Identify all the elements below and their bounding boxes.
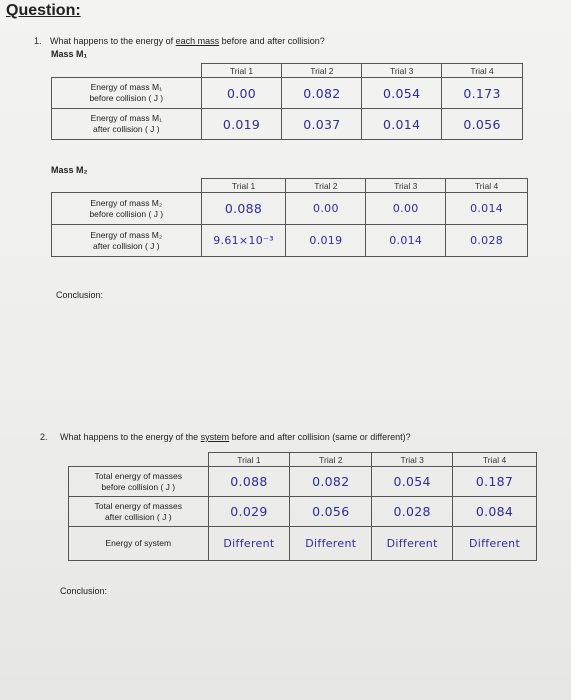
- table1-after-trial-2: 0.037: [282, 109, 362, 140]
- question-2-text-after: before and after collision (same or different)?: [229, 432, 411, 442]
- table2-row-label-before: [52, 193, 202, 225]
- table3-before-label-line1: Total energy of masses: [94, 470, 182, 481]
- question-1-number: 1.: [34, 36, 42, 46]
- table2-after-label-line1: Energy of mass M₂: [90, 229, 163, 240]
- table3-after-trial-1: 0.029: [208, 497, 290, 527]
- table3-row-label-after: [69, 497, 209, 527]
- table1-before-trial-1: 0.00: [201, 78, 282, 109]
- table3-header-trial-2: Trial 2: [290, 453, 372, 467]
- table1-after-trial-1: 0.019: [201, 109, 282, 140]
- question-2-prompt: [40, 432, 411, 442]
- mass-2-table: [51, 178, 528, 257]
- question-2-text-before: What happens to the energy of the: [60, 432, 201, 442]
- table2-after-trial-4: 0.028: [446, 225, 528, 257]
- table1-header-trial-2: Trial 2: [282, 64, 362, 78]
- table2-before-trial-4: 0.014: [446, 193, 528, 225]
- table1-after-label-line1: Energy of mass M₁: [90, 113, 162, 123]
- table2-before-label-line2: before collision ( J ): [89, 208, 164, 219]
- system-table: [68, 452, 537, 561]
- table3-header-trial-4: Trial 4: [453, 453, 537, 467]
- table3-after-label-line2: after collision ( J ): [104, 511, 172, 522]
- table1-after-trial-3: 0.014: [362, 109, 442, 140]
- table3-system-trial-2: Different: [290, 527, 372, 561]
- table1-before-label-line2: before collision ( J ): [89, 93, 164, 103]
- table3-header-trial-1: Trial 1: [208, 453, 290, 467]
- table1-before-trial-3: 0.054: [362, 78, 442, 109]
- table2-before-trial-2: 0.00: [286, 193, 366, 225]
- table1-before-trial-2: 0.082: [282, 78, 362, 109]
- question-1-prompt: [34, 36, 325, 46]
- question-1-text-after: before and after collision?: [219, 36, 325, 46]
- question-2-number: 2.: [40, 432, 48, 442]
- table1-row-label-before: [52, 78, 202, 109]
- table2-after-trial-2: 0.019: [286, 225, 366, 257]
- table1-after-trial-4: 0.056: [442, 109, 523, 140]
- table3-before-trial-4: 0.187: [453, 467, 537, 497]
- table1-before-label-line1: Energy of mass M₁: [90, 82, 162, 92]
- mass-1-label: Mass M₁: [51, 49, 88, 59]
- table3-system-trial-4: Different: [453, 527, 537, 561]
- table3-row-label-system: Energy of system: [69, 527, 209, 561]
- question-2-conclusion-label: Conclusion:: [60, 586, 108, 596]
- table2-before-trial-3: 0.00: [366, 193, 446, 225]
- question-2-text-underlined: system: [200, 432, 230, 442]
- mass-2-label: Mass M₂: [51, 165, 88, 175]
- table1-header-trial-3: Trial 3: [362, 64, 442, 78]
- page-heading: Question:: [6, 2, 81, 19]
- question-1-text-before: What happens to the energy of: [50, 36, 176, 46]
- table2-header-trial-1: Trial 1: [201, 179, 286, 193]
- table2-after-label-line2: after collision ( J ): [92, 240, 160, 251]
- table3-system-trial-3: Different: [372, 527, 453, 561]
- table3-before-trial-3: 0.054: [372, 467, 453, 497]
- table1-row-label-after: [52, 109, 202, 140]
- table3-system-trial-1: Different: [208, 527, 290, 561]
- table1-after-label-line2: after collision ( J ): [92, 124, 160, 134]
- question-1-conclusion-label: Conclusion:: [56, 290, 104, 300]
- table2-after-trial-1: 9.61×10⁻³: [201, 225, 286, 257]
- table2-before-trial-1: 0.088: [201, 193, 286, 225]
- table3-after-trial-4: 0.084: [453, 497, 537, 527]
- question-1-text-underlined: each mass: [175, 36, 220, 46]
- table3-before-trial-1: 0.088: [208, 467, 290, 497]
- table3-after-label-line1: Total energy of masses: [94, 500, 182, 511]
- table3-header-trial-3: Trial 3: [372, 453, 453, 467]
- mass-1-table: [51, 63, 523, 140]
- table3-after-trial-3: 0.028: [372, 497, 453, 527]
- table2-before-label-line1: Energy of mass M₂: [90, 197, 163, 208]
- table2-header-trial-2: Trial 2: [286, 179, 366, 193]
- table1-before-trial-4: 0.173: [442, 78, 523, 109]
- table3-row-label-before: [69, 467, 209, 497]
- table1-header-trial-1: Trial 1: [201, 64, 282, 78]
- table1-header-trial-4: Trial 4: [442, 64, 523, 78]
- table3-before-label-line2: before collision ( J ): [101, 481, 176, 492]
- table2-after-trial-3: 0.014: [366, 225, 446, 257]
- table2-header-trial-4: Trial 4: [446, 179, 528, 193]
- table2-row-label-after: [52, 225, 202, 257]
- table3-before-trial-2: 0.082: [290, 467, 372, 497]
- table2-header-trial-3: Trial 3: [366, 179, 446, 193]
- table3-after-trial-2: 0.056: [290, 497, 372, 527]
